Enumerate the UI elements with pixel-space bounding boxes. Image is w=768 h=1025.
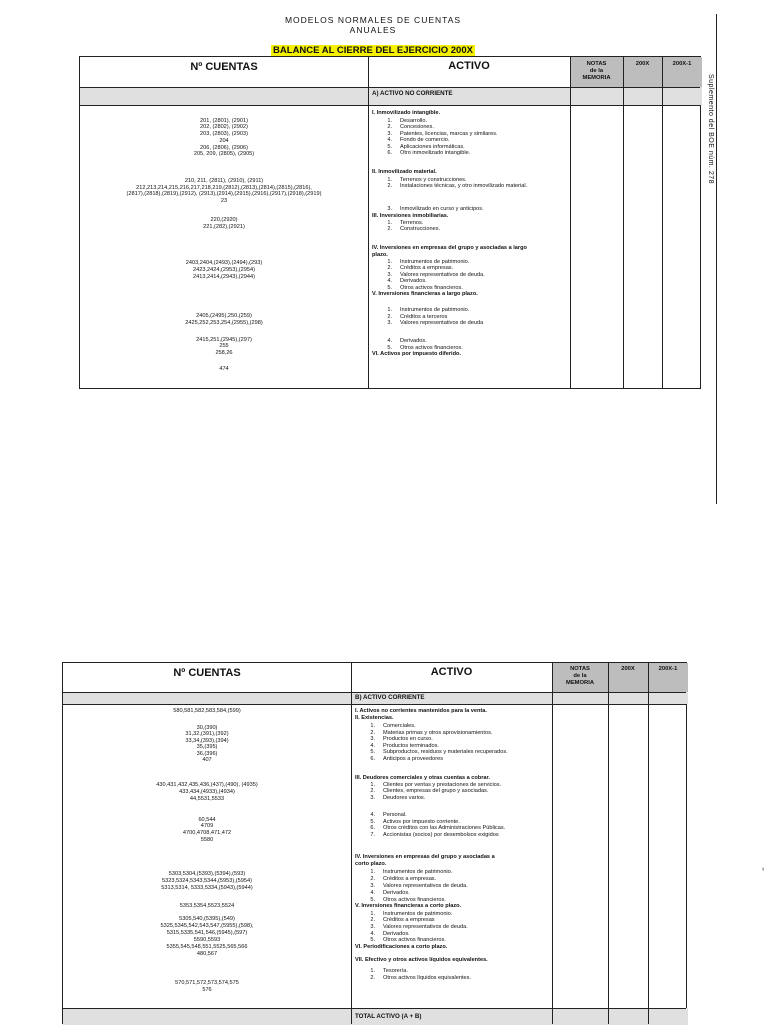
rule [63,692,686,693]
item-line [355,812,407,819]
account-codes: 31,32,(391),(392) [185,731,229,737]
account-codes: 474 [219,366,229,372]
item-number: 3. [387,131,392,137]
item-line [355,749,508,756]
item-text: I. Activos no corrientes mantenidos para la venta. [355,708,487,714]
item-line [355,788,488,795]
account-codes: 36,(396) [196,751,218,757]
account-codes: 5325,5345,542,543,547,(5955),(598), [160,923,254,929]
account-codes: 5355,545,548,551,5525,565,566 [166,944,248,950]
item-number: 3. [370,924,375,930]
notas-line: NOTAS [586,61,607,67]
col-divider [608,663,609,1024]
col-header-notas [552,666,608,687]
col-divider [648,663,649,1024]
item-number: 3. [370,795,375,801]
item-number: 4. [370,931,375,937]
account-codes: 5313,5314, 5333,5334,(5943),(5944) [161,885,253,891]
account-codes: 33,34,(393),(394) [185,738,229,744]
item-line [372,320,483,327]
account-codes: 221,(282),(2921) [203,224,245,230]
item-text: corto plazo. [355,861,387,867]
notas-line: de la [589,68,604,74]
section-title: B) ACTIVO CORRIENTE [355,694,425,701]
account-codes: 206, (2806), (2906) [200,145,248,151]
item-text: V. Inversiones financieras a largo plazo. [372,291,478,297]
item-line [355,917,435,924]
account-codes: 2425,252,253,254,(2955),(298) [185,320,263,326]
margin-mark: ‹ [762,866,765,873]
account-codes: 44,5531,5533 [189,796,225,802]
item-text: Valores representativos de deuda. [400,272,485,278]
item-line [372,278,427,285]
item-heading [372,213,448,220]
item-heading [355,861,386,868]
item-text: Otros créditos con las Administraciones Públicas. [383,825,506,831]
item-text: Instalaciones técnicas, y otro inmovilizado material. [400,183,528,189]
item-text: Instrumentos de patrimonio. [400,307,470,313]
item-number: 3. [387,320,392,326]
balance-table-non-current [79,56,701,389]
account-codes: 430,431,432,435,436,(437),(490), (4935) [156,782,258,788]
account-codes: 255 [219,343,229,349]
item-number: 5. [387,285,392,291]
item-line [355,890,410,897]
document-header [0,15,746,35]
account-codes: 5303,5304,(5393),(5394),(593) [168,871,246,877]
item-heading [372,351,461,358]
item-number: 3. [370,883,375,889]
item-heading [372,291,478,298]
item-text: Créditos a empresas. [400,265,454,271]
account-codes: 2413,2414,(2943),(2944) [193,274,255,280]
item-text: Clientes, empresas del grupo y asociadas. [383,788,489,794]
item-line [355,924,468,931]
item-text: Derivados. [400,278,427,284]
item-text: Valores representativos de deuda. [383,924,468,930]
item-line [372,150,470,157]
item-line [355,975,471,982]
item-text: Derivados. [383,890,410,896]
item-number: 2. [370,876,375,882]
item-text: Productos terminados. [383,743,439,749]
account-codes: 2415,251,(2945),(297) [196,337,252,343]
item-number: 1. [370,968,375,974]
item-text: Instrumentos de patrimonio. [383,869,453,875]
item-line [372,338,427,345]
item-text: Créditos a empresas [383,917,435,923]
item-text: III. Deudores comerciales y otras cuentas a cobrar. [355,775,490,781]
account-codes: 5353,5354,5523,5524 [179,903,235,909]
account-codes: 570,571,572,573,574,575 [175,980,239,986]
col-header-200x: 200X [635,61,650,67]
item-number: 6. [370,825,375,831]
item-text: Instrumentos de patrimonio. [383,911,453,917]
item-number: 4. [387,338,392,344]
item-number: 1. [387,259,392,265]
account-codes: 5580 [200,837,214,843]
item-number: 4. [370,890,375,896]
item-number: 2. [387,314,392,320]
item-line [372,265,453,272]
col-header-activo: ACTIVO [448,60,490,72]
item-number: 5. [370,819,375,825]
item-text: Derivados. [400,338,427,344]
account-codes: 5323,5324,5343,5344,(5953),(5954) [162,878,252,884]
account-codes: 23 [220,198,228,204]
item-text: IV. Inversiones en empresas del grupo y asociadas a largo [372,245,527,251]
account-codes: 580,581,582,583,584,(599) [173,708,241,714]
account-codes: 2423,2424,(2953),(2954) [193,267,255,273]
item-number: 2. [387,124,392,130]
header-line-2: ANUALES [349,25,397,35]
item-text: Otros activos financieros. [383,897,446,903]
item-heading [372,245,527,252]
item-text: Aplicaciones informáticas. [400,144,465,150]
item-text: Valores representativos de deuda. [383,883,468,889]
item-number: 5. [370,749,375,755]
col-divider [552,663,553,1024]
item-text: I. Inmovilizado intangible. [372,110,441,116]
col-divider [351,663,352,1024]
item-line [372,124,434,131]
item-text: Terrenos y construcciones. [400,177,467,183]
side-note-text: Suplemento del BOE núm. 278 [707,74,714,185]
item-line [355,869,452,876]
item-number: 1. [370,911,375,917]
col-divider [368,57,369,388]
item-text: Terrenos. [400,220,424,226]
account-codes: 4700,4708,471,472 [182,830,232,836]
item-number: 4. [370,743,375,749]
balance-table-current [62,662,687,1024]
item-number: 3. [387,206,392,212]
item-heading [355,854,495,861]
item-heading [355,944,447,951]
item-number: 1. [387,177,392,183]
account-codes: 433,434,(4933),(4934) [179,789,235,795]
account-codes: 5315,5335,541,546,(5945),(597) [166,930,248,936]
item-text: Materias primas y otros aprovisionamientos. [383,730,493,736]
account-codes: 60,544 [198,817,216,823]
item-number: 3. [370,736,375,742]
account-codes: 201, (2801), (2901) [200,118,248,124]
item-number: 5. [370,937,375,943]
item-text: III. Inversiones inmobiliarias. [372,213,449,219]
account-codes: 2403,2404,(2493),(2494),(293) [185,260,263,266]
rule [63,704,686,705]
account-codes: 220,(2920) [210,217,238,223]
item-number: 1. [387,118,392,124]
item-line [355,825,505,832]
item-heading [355,708,487,715]
item-text: VI. Periodificaciones a corto plazo. [355,944,448,950]
item-line [355,795,425,802]
rule [80,87,700,88]
item-number: 4. [387,278,392,284]
total-label: TOTAL ACTIVO (A + B) [355,1013,422,1020]
item-number: 4. [387,137,392,143]
document-title: BALANCE AL CIERRE DEL EJERCICIO 200X [273,45,473,56]
col-header-200x-1: 200X-1 [672,61,692,67]
item-number: 1. [387,220,392,226]
item-heading [372,110,440,117]
col-header-activo: ACTIVO [430,666,473,678]
item-text: Personal. [383,812,407,818]
item-number: 7. [370,832,375,838]
account-codes: 210, 211, (2811), (2910), (2911) [184,178,264,184]
item-text: II. Existencias. [355,715,394,721]
item-line [372,137,449,144]
item-text: plazo. [372,252,388,258]
item-text: Concesiones. [400,124,434,130]
item-text: Otro inmovilizado intangible. [400,150,471,156]
item-line [355,876,436,883]
item-line [355,937,446,944]
item-text: VII. Efectivo y otros activos líquidos equivalentes. [355,957,488,963]
rule [63,1008,686,1009]
item-text: Otros activos financieros. [400,345,463,351]
item-text: Desarrollo. [400,118,428,124]
account-codes: (2817),(2818),(2819),(2912), (2913),(2914),(2915),(2916),(2917),(2918),(2919) [126,191,322,197]
account-codes: 212,213,214,215,216,217,218,219,(2812),(2813),(2814),(2815),(2816), [136,185,312,191]
item-number: 6. [370,756,375,762]
item-line [372,206,484,213]
item-number: 5. [387,144,392,150]
item-heading [355,903,461,910]
item-text: Subproductos, residuos y materiales recuperados. [383,749,508,755]
item-number: 5. [387,345,392,351]
item-number: 2. [370,975,375,981]
item-number: 1. [387,307,392,313]
account-codes: 576 [202,987,212,993]
item-text: Inmovilizado en curso y anticipos. [400,206,484,212]
item-line [355,723,416,730]
item-number: 2. [387,226,392,232]
account-codes: 480,567 [196,951,218,957]
item-heading [355,775,490,782]
item-text: Créditos a terceros [400,314,448,320]
item-text: Otros activos líquidos equivalentes. [383,975,471,981]
account-codes: 202, (2802), (2902) [200,124,248,130]
item-heading [355,715,394,722]
item-line [355,832,499,839]
item-number: 6. [387,150,392,156]
item-text: Créditos a empresas. [383,876,437,882]
section-title: A) ACTIVO NO CORRIENTE [372,90,453,97]
notas-line: de la [573,673,587,679]
item-number: 1. [370,869,375,875]
account-codes: 204 [219,138,229,144]
item-number: 2. [370,917,375,923]
item-text: Patentes, licencias, marcas y similares. [400,131,498,137]
item-text: Valores representativos de deuda [400,320,484,326]
item-line [355,756,443,763]
item-text: VI. Activos por impuesto diferido. [372,351,461,357]
col-header-notas [570,61,623,82]
col-divider [662,57,663,388]
item-number: 2. [370,730,375,736]
notas-line: MEMORIA [582,75,611,81]
item-text: Clientes por ventas y prestaciones de servicios. [383,782,502,788]
account-codes: 5590,5593 [193,937,221,943]
item-text: Derivados. [383,931,410,937]
notas-line: MEMORIA [565,680,595,686]
notas-line: NOTAS [570,666,590,672]
account-codes: 2405,(2495),250,(259) [196,313,252,319]
item-text: Construcciones. [400,226,441,232]
col-header-cuentas: Nº CUENTAS [173,667,241,679]
item-line [355,883,468,890]
item-text: Productos en curso. [383,736,433,742]
account-codes: 205, 209, (2805), (2905) [193,151,255,157]
col-header-cuentas: Nº CUENTAS [190,61,258,73]
item-line [372,183,527,190]
col-divider [570,57,571,388]
item-text: Accionistas (socios) por desembolsos exigidos [383,832,499,838]
item-line [372,226,440,233]
item-text: Otros activos financieros. [383,937,446,943]
item-text: IV. Inversiones en empresas del grupo y asociadas a [355,854,495,860]
account-codes: 203, (2803), (2903) [200,131,248,137]
account-codes: 35,(395) [196,744,218,750]
item-text: Tesorería. [383,968,408,974]
item-text: Otros activos financieros. [400,285,463,291]
col-header-200x-1: 200X-1 [658,666,678,672]
item-number: 2. [370,788,375,794]
item-text: Deudores varios. [383,795,426,801]
item-line [355,968,408,975]
item-text: V. Inversiones financieras a corto plazo. [355,903,462,909]
account-codes: 30,(390) [196,725,218,731]
item-number: 4. [370,812,375,818]
item-number: 3. [387,272,392,278]
account-codes: 4709 [200,823,214,829]
item-number: 2. [387,183,392,189]
item-number: 1. [370,782,375,788]
account-codes: 258,26 [215,350,233,356]
item-heading [355,957,488,964]
account-codes: 407 [202,757,212,763]
col-header-200x: 200X [621,666,635,672]
item-number: 5. [370,897,375,903]
item-text: Anticipos a proveedores [383,756,444,762]
item-number: 1. [370,723,375,729]
item-heading [372,169,437,176]
item-number: 2. [387,265,392,271]
rule [80,105,700,106]
col-divider [623,57,624,388]
item-line [372,307,469,314]
item-text: Activos por impuesto corriente. [383,819,460,825]
item-text: Comerciales. [383,723,416,729]
header-line-1: MODELOS NORMALES DE CUENTAS [284,15,462,25]
item-text: Fondo de comercio. [400,137,450,143]
item-heading [372,252,388,259]
item-text: Instrumentos de patrimonio. [400,259,470,265]
item-line [355,736,433,743]
account-codes: 5305,540,(5395),(549) [179,916,235,922]
item-text: II. Inmovilizado material. [372,169,437,175]
